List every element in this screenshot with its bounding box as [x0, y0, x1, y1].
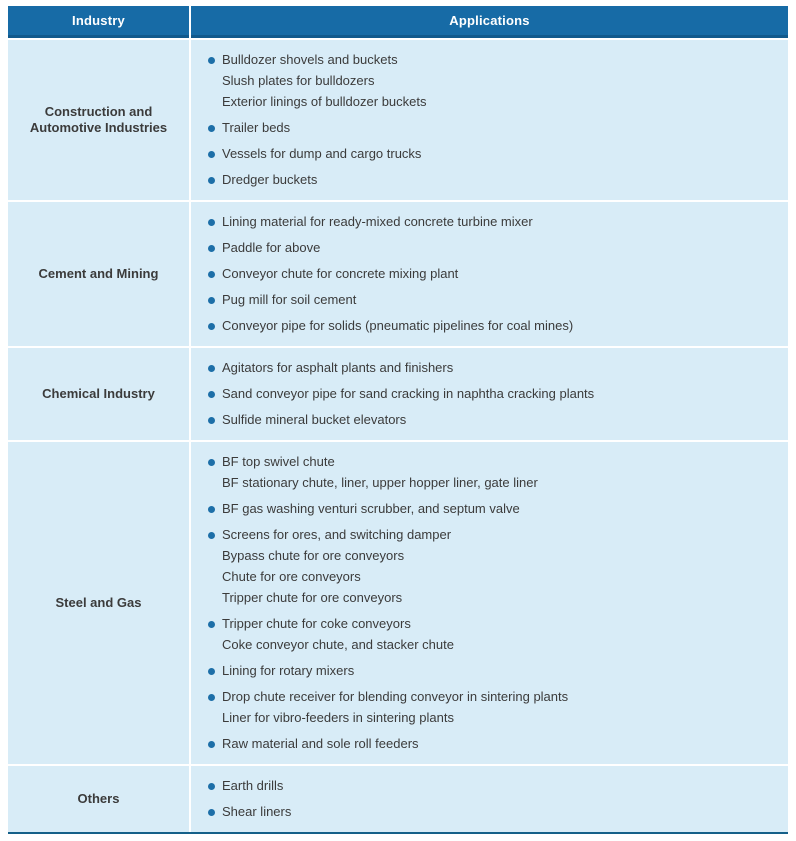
application-text: Slush plates for bulldozers [222, 73, 375, 88]
application-item [208, 318, 778, 334]
application-item [208, 778, 778, 794]
application-text: Drop chute receiver for blending conveyor in sintering plants [222, 689, 569, 704]
bullet-icon [208, 297, 215, 304]
industry-label: Chemical Industry [42, 386, 155, 401]
application-item [208, 292, 778, 308]
bullet-icon [208, 391, 215, 398]
application-item [208, 590, 778, 606]
industry-column-header: Industry [8, 6, 189, 38]
industry-cell [8, 348, 189, 440]
bullet-icon [208, 177, 215, 184]
application-item [208, 475, 778, 491]
industry-label: Steel and Gas [55, 595, 142, 610]
application-item [208, 689, 778, 705]
application-text: BF gas washing venturi scrubber, and septum valve [222, 501, 520, 516]
application-item [208, 240, 778, 256]
table-row [8, 766, 788, 832]
application-item [208, 637, 778, 653]
industry-applications-table [8, 6, 788, 834]
applications-column-header: Applications [191, 6, 788, 38]
application-text: Conveyor chute for concrete mixing plant [222, 266, 459, 281]
application-text: Paddle for above [222, 240, 321, 255]
table-row [8, 202, 788, 346]
bullet-icon [208, 809, 215, 816]
application-text: Screens for ores, and switching damper [222, 527, 452, 542]
bullet-icon [208, 219, 215, 226]
bullet-icon [208, 151, 215, 158]
application-text: Sand conveyor pipe for sand cracking in naphtha cracking plants [222, 386, 595, 401]
application-item [208, 120, 778, 136]
industry-label: Construction and Automotive Industries [29, 104, 168, 135]
bullet-icon [208, 621, 215, 628]
application-item [208, 527, 778, 543]
application-text: Lining material for ready-mixed concrete turbine mixer [222, 214, 533, 229]
industry-cell [8, 442, 189, 764]
application-text: Trailer beds [222, 120, 291, 135]
application-item [208, 412, 778, 428]
industry-label: Cement and Mining [38, 266, 159, 281]
table-row [8, 40, 788, 200]
application-text: Chute for ore conveyors [222, 569, 361, 584]
application-item [208, 454, 778, 470]
application-text: Dredger buckets [222, 172, 318, 187]
bullet-icon [208, 506, 215, 513]
bullet-icon [208, 741, 215, 748]
application-item [208, 663, 778, 679]
application-text: BF top swivel chute [222, 454, 335, 469]
application-text: Lining for rotary mixers [222, 663, 355, 678]
bullet-icon [208, 125, 215, 132]
bullet-icon [208, 694, 215, 701]
application-text: Coke conveyor chute, and stacker chute [222, 637, 454, 652]
industry-label: Others [77, 791, 120, 806]
bullet-icon [208, 417, 215, 424]
bullet-icon [208, 459, 215, 466]
application-item [208, 804, 778, 820]
industry-cell [8, 202, 189, 346]
table-header-row [8, 6, 788, 38]
application-item [208, 214, 778, 230]
applications-cell [191, 766, 788, 832]
table-row [8, 348, 788, 440]
application-text: Liner for vibro-feeders in sintering plants [222, 710, 454, 725]
application-item [208, 616, 778, 632]
bullet-icon [208, 323, 215, 330]
application-text: Shear liners [222, 804, 292, 819]
bullet-icon [208, 271, 215, 278]
application-text: Earth drills [222, 778, 284, 793]
application-item [208, 501, 778, 517]
application-item [208, 146, 778, 162]
application-item [208, 266, 778, 282]
application-item [208, 360, 778, 376]
application-item [208, 172, 778, 188]
application-item [208, 569, 778, 585]
bullet-icon [208, 532, 215, 539]
application-item [208, 386, 778, 402]
application-item [208, 52, 778, 68]
application-item [208, 736, 778, 752]
applications-cell [191, 442, 788, 764]
industry-cell [8, 40, 189, 200]
application-text: Bulldozer shovels and buckets [222, 52, 398, 67]
application-text: Conveyor pipe for solids (pneumatic pipelines for coal mines) [222, 318, 574, 333]
application-item [208, 94, 778, 110]
bullet-icon [208, 57, 215, 64]
application-item [208, 710, 778, 726]
application-text: Tripper chute for ore conveyors [222, 590, 403, 605]
bullet-icon [208, 365, 215, 372]
applications-cell [191, 348, 788, 440]
application-text: Vessels for dump and cargo trucks [222, 146, 422, 161]
application-text: Bypass chute for ore conveyors [222, 548, 405, 563]
application-text: Exterior linings of bulldozer buckets [222, 94, 427, 109]
application-text: Raw material and sole roll feeders [222, 736, 419, 751]
application-item [208, 73, 778, 89]
bullet-icon [208, 668, 215, 675]
table-row [8, 442, 788, 764]
application-text: Sulfide mineral bucket elevators [222, 412, 407, 427]
application-item [208, 548, 778, 564]
applications-cell [191, 40, 788, 200]
application-text: Tripper chute for coke conveyors [222, 616, 411, 631]
bullet-icon [208, 245, 215, 252]
application-text: Agitators for asphalt plants and finishers [222, 360, 454, 375]
bullet-icon [208, 783, 215, 790]
industry-cell [8, 766, 189, 832]
application-text: BF stationary chute, liner, upper hopper liner, gate liner [222, 475, 538, 490]
applications-cell [191, 202, 788, 346]
application-text: Pug mill for soil cement [222, 292, 357, 307]
